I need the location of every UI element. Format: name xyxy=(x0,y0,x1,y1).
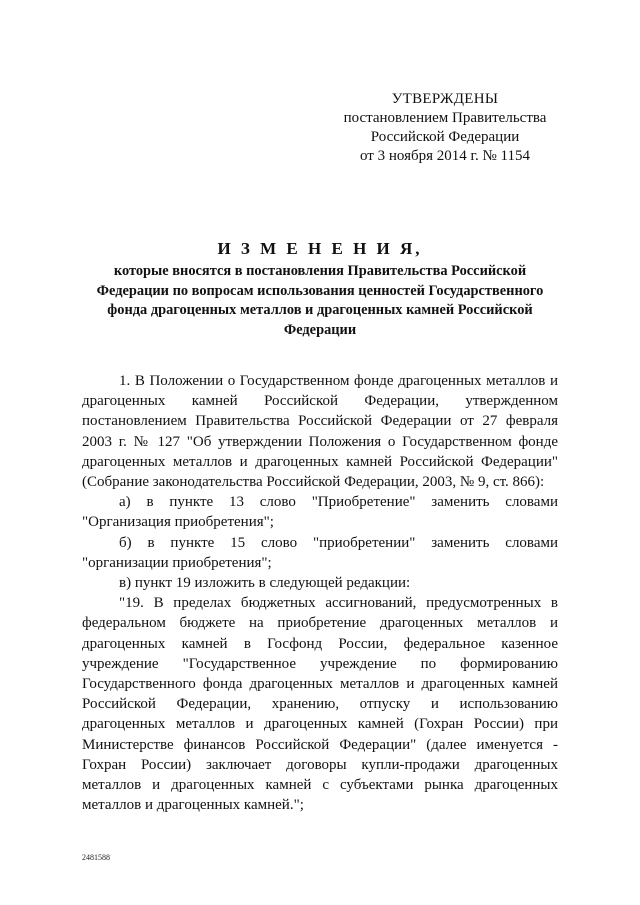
paragraph-item-a: а) в пункте 13 слово "Приобретение" заменить словами "Организация приобретения"; xyxy=(82,494,558,531)
document-title: И З М Е Н Е Н И Я, xyxy=(217,239,423,258)
document-body xyxy=(82,371,558,815)
approval-line-2: Российской Федерации xyxy=(370,129,520,145)
approval-line-3: от 3 ноября 2014 г. № 1154 xyxy=(360,148,530,164)
paragraph-item-v: в) пункт 19 изложить в следующей редакции: xyxy=(119,575,411,592)
document-subtitle: которые вносятся в постановления Правительства Российской Федерации по вопросам использования ценностей Государственного фонда драгоценных металлов и драгоценных камней Российской Федерации xyxy=(96,263,544,338)
document-id: 2481588 xyxy=(82,853,110,862)
approval-heading: УТВЕРЖДЕНЫ xyxy=(391,91,499,107)
paragraph-1: 1. В Положении о Государственном фонде драгоценных металлов и драгоценных камней Российской Федерации, утвержденном постановлением Правительства Российской Федерации от 27 февраля 2003 г. № 127 "Об утверждении Положения о Государственном фонде драгоценных металлов и драгоценных камней Российской Федерации" (Собрание законодательства Российской Федерации, 2003, № 9, ст. 866): xyxy=(82,373,558,491)
paragraph-item-b: б) в пункте 15 слово "приобретении" заменить словами "организации приобретения"; xyxy=(82,534,558,571)
approval-line-1: постановлением Правительства xyxy=(343,110,547,126)
document-heading xyxy=(60,238,580,340)
paragraph-item-19: "19. В пределах бюджетных ассигнований, предусмотренных в федеральном бюджете на приобретение драгоценных металлов и драгоценных камней в Госфонд России, федеральное казенное учреждение "Государственное учреждение по формированию Государственного фонда драгоценных металлов и драгоценных камней Российской Федерации, хранению, отпуску и использованию драгоценных металлов и драгоценных камней (Гохран России) при Министерстве финансов Российской Федерации" (далее именуется - Гохран России) заключает договоры купли-продажи драгоценных металлов и драгоценных камней с субъектами рынка драгоценных металлов и драгоценных камней."; xyxy=(82,595,558,814)
approval-block xyxy=(330,90,560,166)
